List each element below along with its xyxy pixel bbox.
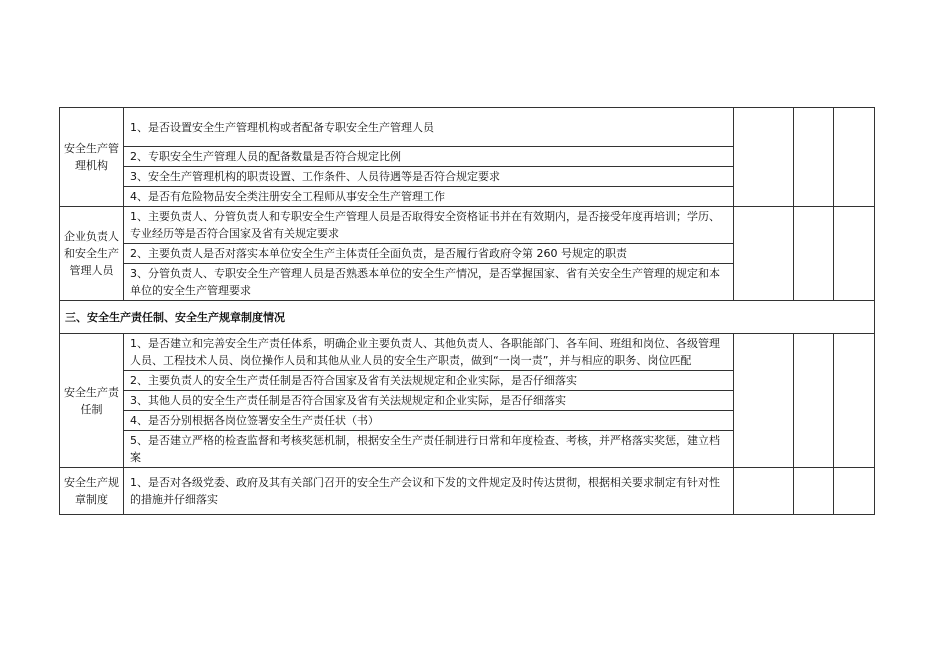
- table-row: [60, 108, 875, 147]
- check-cell: [794, 334, 834, 468]
- item-cell: 1、是否建立和完善安全生产责任体系，明确企业主要负责人、其他负责人、各职能部门、各车间、班组和岗位、各级管理人员、工程技术人员、岗位操作人员和其他从业人员的安全生产职责，做到“一岗一责”，并与相应的职务、岗位匹配: [124, 334, 734, 371]
- item-cell: 4、是否分别根据各岗位签署安全生产责任状（书）: [124, 411, 734, 431]
- check-cell: [794, 108, 834, 207]
- table-row: [60, 334, 875, 371]
- item-cell: 3、其他人员的安全生产责任制是否符合国家及省有关法规规定和企业实际，是否仔细落实: [124, 391, 734, 411]
- check-cell: [734, 334, 794, 468]
- section-row: [60, 301, 875, 334]
- item-cell: 2、主要负责人是否对落实本单位安全生产主体责任全面负责，是否履行省政府令第 260 号规定的职责: [124, 244, 734, 264]
- check-cell: [734, 207, 794, 301]
- check-cell: [834, 468, 875, 515]
- inspection-table: [59, 107, 875, 515]
- check-cell: [834, 108, 875, 207]
- check-cell: [734, 108, 794, 207]
- check-cell: [794, 207, 834, 301]
- item-cell: 1、是否设置安全生产管理机构或者配备专职安全生产管理人员: [124, 108, 734, 147]
- item-cell: 3、安全生产管理机构的职责设置、工作条件、人员待遇等是否符合规定要求: [124, 167, 734, 187]
- check-cell: [794, 468, 834, 515]
- check-cell: [834, 207, 875, 301]
- category-cell: 安全生产管理机构: [60, 108, 124, 207]
- table-row: [60, 207, 875, 244]
- item-cell: 2、主要负责人的安全生产责任制是否符合国家及省有关法规规定和企业实际，是否仔细落实: [124, 371, 734, 391]
- check-cell: [734, 468, 794, 515]
- item-cell: 4、是否有危险物品安全类注册安全工程师从事安全生产管理工作: [124, 187, 734, 207]
- category-cell: 企业负责人和安全生产管理人员: [60, 207, 124, 301]
- item-cell: 1、主要负责人、分管负责人和专职安全生产管理人员是否取得安全资格证书并在有效期内，是否接受年度再培训；学历、专业经历等是否符合国家及省有关规定要求: [124, 207, 734, 244]
- section-title: 三、安全生产责任制、安全生产规章制度情况: [60, 301, 875, 334]
- table-row: [60, 468, 875, 515]
- item-cell: 2、专职安全生产管理人员的配备数量是否符合规定比例: [124, 147, 734, 167]
- category-cell: 安全生产规章制度: [60, 468, 124, 515]
- item-cell: 1、是否对各级党委、政府及其有关部门召开的安全生产会议和下发的文件规定及时传达贯彻，根据相关要求制定有针对性的措施并仔细落实: [124, 468, 734, 515]
- item-cell: 3、分管负责人、专职安全生产管理人员是否熟悉本单位的安全生产情况，是否掌握国家、省有关安全生产管理的规定和本单位的安全生产管理要求: [124, 264, 734, 301]
- item-cell: 5、是否建立严格的检查监督和考核奖惩机制，根据安全生产责任制进行日常和年度检查、考核，并严格落实奖惩，建立档案: [124, 431, 734, 468]
- category-cell: 安全生产责任制: [60, 334, 124, 468]
- check-cell: [834, 334, 875, 468]
